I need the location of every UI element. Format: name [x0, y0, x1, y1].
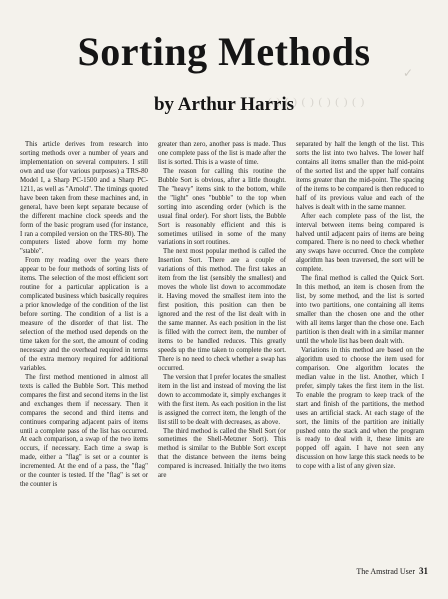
paragraph: Variations in this method are based on the algorithm used to choose the item used for comparison. One algorithm locates the median value in the list. Another, which I prefer, simply takes the first item in the list. To enable the program to keep track of the start and finish of the partitions, the method uses an artificial stack. At each stage of the sort, the limits of the partition are initially pushed onto the stack and when the program is ready to deal with it, these limits are popped off again. I have not seen any discussion on how large this stack needs to be to cope with a list of any given size. [296, 346, 424, 471]
page-number: 31 [419, 566, 428, 576]
paragraph: The final method is called the Quick Sort. In this method, an item is chosen from the list, by some method, and the list is sorted into two partitions, one containing all items smaller than the chosen one and the other with all items larger than the chose one. Each partition is then dealt with in a similar manner until the whole list has been dealt with. [296, 275, 424, 345]
paragraph: After each complete pass of the list, the interval between items being compared is halved until adjacent pairs of items are being compared. There is no need to check whether any swaps have occurred. Once the complete algorithm has been traversed, the sort will be complete. [296, 212, 424, 274]
paragraph: The third method is called the Shell Sort (or sometimes the Shell-Metzner Sort). This method is similar to the Bubble Sort except that the distance between the items being compared is increased. Initially the two items are [158, 427, 286, 480]
paragraph: The first method mentioned in almost all texts is called the Bubble Sort. This method compares the first and second items in the list and exchanges them if necessary. Then it compares the second and third items and continues comparing adjacent pairs of items until a complete pass of the list has occurred. At each comparison, a swap of the two items occurs, if necessary. Each time a swap is made, either a "flag" is set or a counter is incremented. At the end of a pass, the "flag" or the counter is tested. If the "flag" is set or the counter is [20, 373, 148, 489]
article-byline: by Arthur Harris [153, 94, 295, 115]
paragraph: The reason for calling this routine the Bubble Sort is obvious, after a little thought. The "heavy" items sink to the bottom, while the "light" ones "bubble" to the top when sorting into ascending order (which is the usual final order). For short lists, the Bubble Sort is reasonably efficient and this is sometimes utilised in some of the many variations in sort routines. [158, 167, 286, 247]
text-column-1 [20, 141, 148, 571]
paragraph: This article derives from research into sorting methods over a number of years and implementation on several computers. I still own and use (for various purposes) a TRS-80 Model I, a Sharp PC-1500 and a Sharp PC-1211, as well as "Arnold". The timings quoted have been taken from these machines and, in general, have been kept separate because of the different machine clock speeds and the form of the basic program used (for instance, I ran a compiled version on the TRS-80). The computers listed above form my home "stable". [20, 141, 148, 256]
paragraph: greater than zero, another pass is made. Thus one complete pass of the list is made after the list is sorted. This is a waste of time. [158, 141, 286, 166]
pencil-check-mark-icon: ✓ [403, 66, 414, 80]
page-footer [356, 566, 428, 577]
publication-name: The Amstrad User [356, 567, 415, 576]
paragraph: separated by half the length of the list. This sorts the list into two halves. The lower half contains all items smaller than the mid-point of the sorted list and the upper half contains items greater than the mid-point. The spacing of the items to be compared is then reduced to half of its previous value and each of the halves is dealt with in the same manner. [296, 141, 424, 211]
article-title: Sorting Methods [77, 29, 371, 74]
paragraph: The next most popular method is called the Insertion Sort. There are a couple of variations of this method. The first takes an item from the list (sensibly the smallest) and moves the whole list down to accommodate it. Having moved the smallest item into the first position, this position can then be ignored and the rest of the list dealt with in the same manner. As each position in the list is filled with the correct item, the number of items to be handled reduces. This greatly speeds up the time taken to complete the sort. There is no need to check whether a swap has occurred. [158, 248, 286, 372]
paragraph: From my reading over the years there appear to be four methods of sorting lists of items. The selection of the most efficient sort routine for a particular application is a complicated business which basically requires a prior knowledge of the condition of the list before sorting. The condition of a list is a measure of the disorder of that list. The selection of the method used depends on the time taken for the sort, the amount of coding necessary and the overhead required in terms of the extra memory required for additional variables. [20, 257, 148, 372]
paragraph: The version that I prefer locates the smallest item in the list and instead of moving the list down to accommodate it, simply exchanges it with the first item. As each position in the list is assigned the correct item, the length of the list still to be dealt with decreases, as above. [158, 373, 286, 426]
text-column-2 [158, 141, 286, 571]
show-through-text: ( ) ( ) ( ) ( ) ( ) ( ) [268, 96, 366, 108]
text-column-3 [296, 141, 424, 571]
